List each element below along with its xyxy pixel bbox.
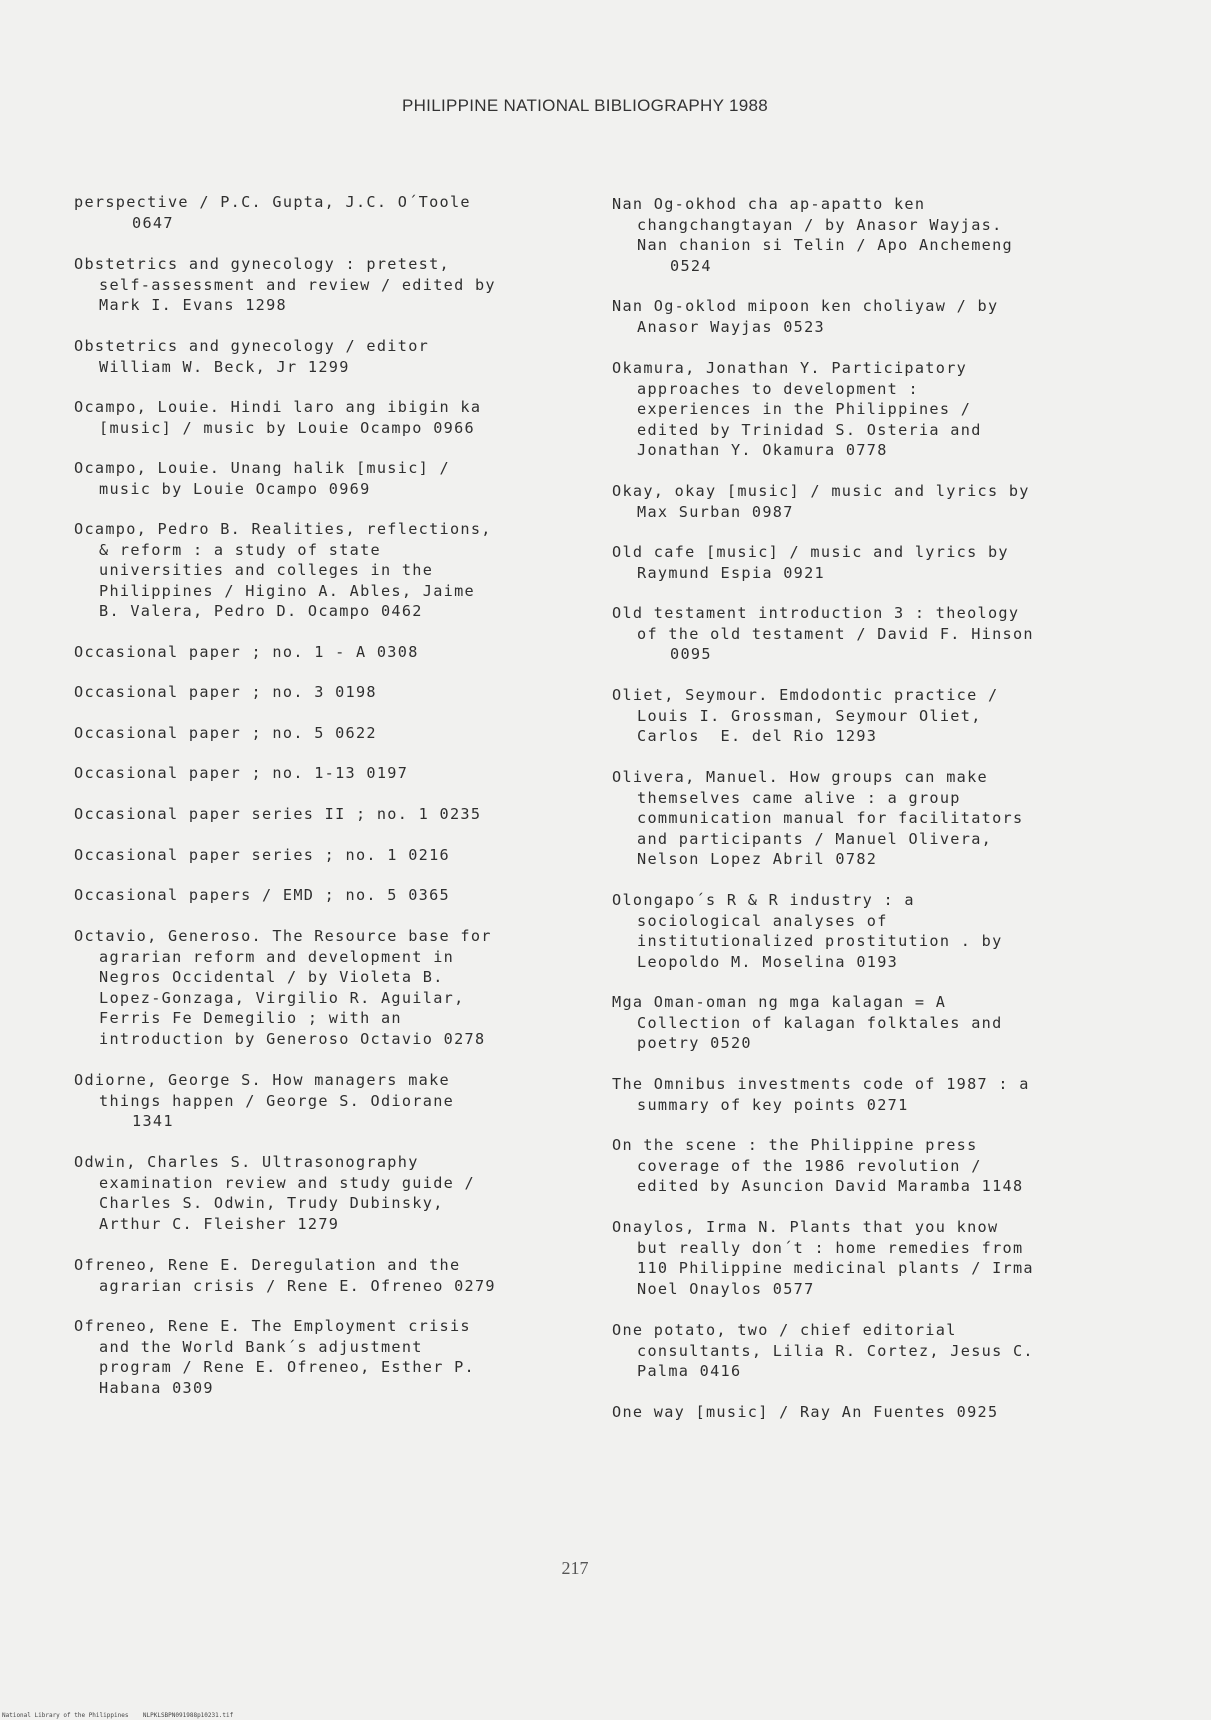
bibliography-entry <box>612 194 1132 276</box>
bibliography-entry <box>74 519 574 622</box>
bibliography-entry <box>612 1402 1132 1423</box>
entry-line: 0095 <box>670 645 712 663</box>
page-number: 217 <box>561 1558 589 1578</box>
entry-line: perspective / P.C. Gupta, J.C. O´Toole <box>74 193 471 211</box>
page-header: PHILIPPINE NATIONAL BIBLIOGRAPHY 1988 <box>401 96 769 115</box>
entry-line: Obstetrics and gynecology : pretest, <box>74 255 450 273</box>
entry-line: institutionalized prostitution . by <box>637 932 1003 950</box>
entry-line: Olivera, Manuel. How groups can make <box>612 768 988 786</box>
entry-line: Ocampo, Louie. Unang halik [music] / <box>74 459 450 477</box>
entry-line: Jonathan Y. Okamura 0778 <box>637 441 888 459</box>
entry-line: Old testament introduction 3 : theology <box>612 604 1020 622</box>
entry-line: Nan Og-okhod cha ap-apatto ken <box>612 195 926 213</box>
entry-line: One way [music] / Ray An Fuentes 0925 <box>612 1403 999 1421</box>
entry-line: Charles S. Odwin, Trudy Dubinsky, <box>99 1194 444 1212</box>
entry-line: Mark I. Evans 1298 <box>99 296 287 314</box>
entry-line: 0647 <box>132 213 174 232</box>
entry-line: agrarian reform and development in <box>99 947 455 966</box>
entry-line: Occasional papers / EMD ; no. 5 0365 <box>74 886 450 904</box>
bibliography-entry <box>612 767 1132 870</box>
entry-line: Okay, okay [music] / music and lyrics by <box>612 482 1030 500</box>
bibliography-entry <box>74 397 574 438</box>
bibliography-entry <box>612 1135 1132 1197</box>
entry-line: Onaylos, Irma N. Plants that you know <box>612 1218 999 1236</box>
bibliography-entry <box>74 682 574 703</box>
bibliography-entry <box>612 542 1132 583</box>
bibliography-entry <box>612 481 1132 522</box>
entry-line: Nan Og-oklod mipoon ken choliyaw / by <box>612 297 999 315</box>
bibliography-entry <box>74 1255 574 1296</box>
entry-line: universities and colleges in the <box>99 561 434 579</box>
entry-line: Ofreneo, Rene E. Deregulation and the <box>74 1256 461 1274</box>
entry-line: Okamura, Jonathan Y. Participatory <box>612 359 968 377</box>
entry-line: Ferris Fe Demegilio ; with an <box>99 1009 402 1027</box>
entry-line: experiences in the Philippines / <box>637 400 972 418</box>
entry-line: and participants / Manuel Olivera, <box>637 829 993 848</box>
entry-line: Oliet, Seymour. Emdodontic practice / <box>612 686 999 704</box>
entry-line: Palma 0416 <box>637 1362 742 1380</box>
bibliography-entry <box>74 1070 574 1132</box>
entry-line: sociological analyses of <box>637 911 888 930</box>
entry-line: William W. Beck, Jr 1299 <box>99 357 350 376</box>
entry-line: & reform : a study of state <box>99 540 381 559</box>
entry-line: Louis I. Grossman, Seymour Oliet, <box>637 706 982 725</box>
entry-line: edited by Trinidad S. Osteria and <box>637 420 982 439</box>
entry-line: program / Rene E. Ofreneo, Esther P. <box>99 1358 475 1376</box>
entry-line: Ofreneo, Rene E. The Employment crisis <box>74 1317 471 1335</box>
entry-line: themselves came alive : a group <box>637 788 961 807</box>
entry-line: Occasional paper series ; no. 1 0216 <box>74 846 450 864</box>
entry-line: On the scene : the Philippine press <box>612 1136 978 1154</box>
scan-footer: National Library of the Philippines NLPKLSBPN091988p10231.tif <box>2 1712 234 1719</box>
entry-line: Nan chanion si Telin / Apo Anchemeng <box>637 236 1013 254</box>
bibliography-entry <box>74 458 574 499</box>
entry-line: consultants, Lilia R. Cortez, Jesus C. <box>637 1341 1034 1360</box>
bibliography-entry <box>74 1152 574 1234</box>
entry-line: Carlos E. del Rio 1293 <box>637 727 878 745</box>
entry-line: Leopoldo M. Moselina 0193 <box>637 952 899 971</box>
entry-line: 1341 <box>132 1112 174 1130</box>
entry-line: Odwin, Charles S. Ultrasonography <box>74 1153 419 1171</box>
bibliography-entry <box>74 192 574 233</box>
entry-line: The Omnibus investments code of 1987 : a <box>612 1075 1030 1093</box>
entry-line: summary of key points 0271 <box>637 1095 909 1114</box>
entry-line: Octavio, Generoso. The Resource base for <box>74 927 492 945</box>
entry-line: agrarian crisis / Rene E. Ofreneo 0279 <box>99 1276 496 1295</box>
entry-line: Max Surban 0987 <box>637 502 794 521</box>
entry-line: [music] / music by Louie Ocampo 0966 <box>99 418 475 437</box>
entry-line: Ocampo, Louie. Hindi laro ang ibigin ka <box>74 398 482 416</box>
entry-line: edited by Asuncion David Maramba 1148 <box>637 1177 1024 1195</box>
entry-line: music by Louie Ocampo 0969 <box>99 479 371 498</box>
bibliography-entry <box>74 254 574 316</box>
entry-line: but really don´t : home remedies from <box>637 1238 1024 1257</box>
entry-line: of the old testament / David F. Hinson <box>637 624 1034 643</box>
bibliography-entry <box>74 926 574 1049</box>
entry-line: B. Valera, Pedro D. Ocampo 0462 <box>99 602 423 620</box>
entry-line: Occasional paper ; no. 1 - A 0308 <box>74 643 419 661</box>
entry-line: things happen / George S. Odiorane <box>99 1091 455 1110</box>
bibliography-entry <box>612 603 1132 665</box>
entry-line: Arthur C. Fleisher 1279 <box>99 1214 340 1233</box>
bibliography-entry <box>74 642 574 663</box>
entry-line: Habana 0309 <box>99 1378 214 1397</box>
bibliography-entry <box>612 296 1132 337</box>
bibliography-entry <box>612 890 1132 972</box>
bibliography-entry <box>74 885 574 906</box>
entry-line: Nelson Lopez Abril 0782 <box>637 850 878 868</box>
entry-line: Mga Oman-oman ng mga kalagan = A <box>612 993 947 1011</box>
entry-line: 0524 <box>670 256 712 275</box>
entry-line: examination review and study guide / <box>99 1173 475 1192</box>
bibliography-entry <box>74 804 574 825</box>
bibliography-entry <box>74 763 574 784</box>
entry-line: changchangtayan / by Anasor Wayjas. <box>637 215 1003 234</box>
entry-line: Odiorne, George S. How managers make <box>74 1071 450 1089</box>
bibliography-entry <box>74 1316 574 1398</box>
entry-line: Anasor Wayjas 0523 <box>637 317 825 336</box>
bibliography-entry <box>74 336 574 377</box>
entry-line: introduction by Generoso Octavio 0278 <box>99 1029 486 1048</box>
entry-line: One potato, two / chief editorial <box>612 1321 957 1339</box>
bibliography-entry <box>612 1320 1132 1382</box>
entry-line: Occasional paper ; no. 1-13 0197 <box>74 764 409 782</box>
entry-line: Occasional paper ; no. 5 0622 <box>74 724 377 742</box>
entry-line: Occasional paper series II ; no. 1 0235 <box>74 805 482 823</box>
entry-line: Old cafe [music] / music and lyrics by <box>612 543 1009 561</box>
entry-line: Negros Occidental / by Violeta B. <box>99 968 444 986</box>
entry-line: and the World Bank´s adjustment <box>99 1337 423 1356</box>
entry-line: self-assessment and review / edited by <box>99 275 496 294</box>
entry-line: poetry 0520 <box>637 1034 752 1052</box>
bibliography-entry <box>612 685 1132 747</box>
entry-line: coverage of the 1986 revolution / <box>637 1156 982 1175</box>
bibliography-entry <box>74 723 574 744</box>
entry-line: Philippines / Higino A. Ables, Jaime <box>99 581 475 600</box>
entry-line: Olongapo´s R & R industry : a <box>612 891 915 909</box>
bibliography-entry <box>612 1074 1132 1115</box>
bibliography-entry <box>612 1217 1132 1299</box>
entry-line: Lopez-Gonzaga, Virgilio R. Aguilar, <box>99 988 465 1007</box>
entry-line: approaches to development : <box>637 379 919 398</box>
bibliography-entry <box>74 845 574 866</box>
entry-line: Raymund Espia 0921 <box>637 563 825 582</box>
bibliography-entry <box>612 358 1132 461</box>
entry-line: Ocampo, Pedro B. Realities, reflections, <box>74 520 492 538</box>
entry-line: Collection of kalagan folktales and <box>637 1013 1003 1032</box>
entry-line: Noel Onaylos 0577 <box>637 1279 815 1298</box>
entry-line: communication manual for facilitators <box>637 809 1024 827</box>
entry-line: Obstetrics and gynecology / editor <box>74 337 430 355</box>
bibliography-entry <box>612 992 1132 1054</box>
entry-line: Occasional paper ; no. 3 0198 <box>74 683 377 701</box>
entry-line: 110 Philippine medicinal plants / Irma <box>637 1259 1034 1277</box>
